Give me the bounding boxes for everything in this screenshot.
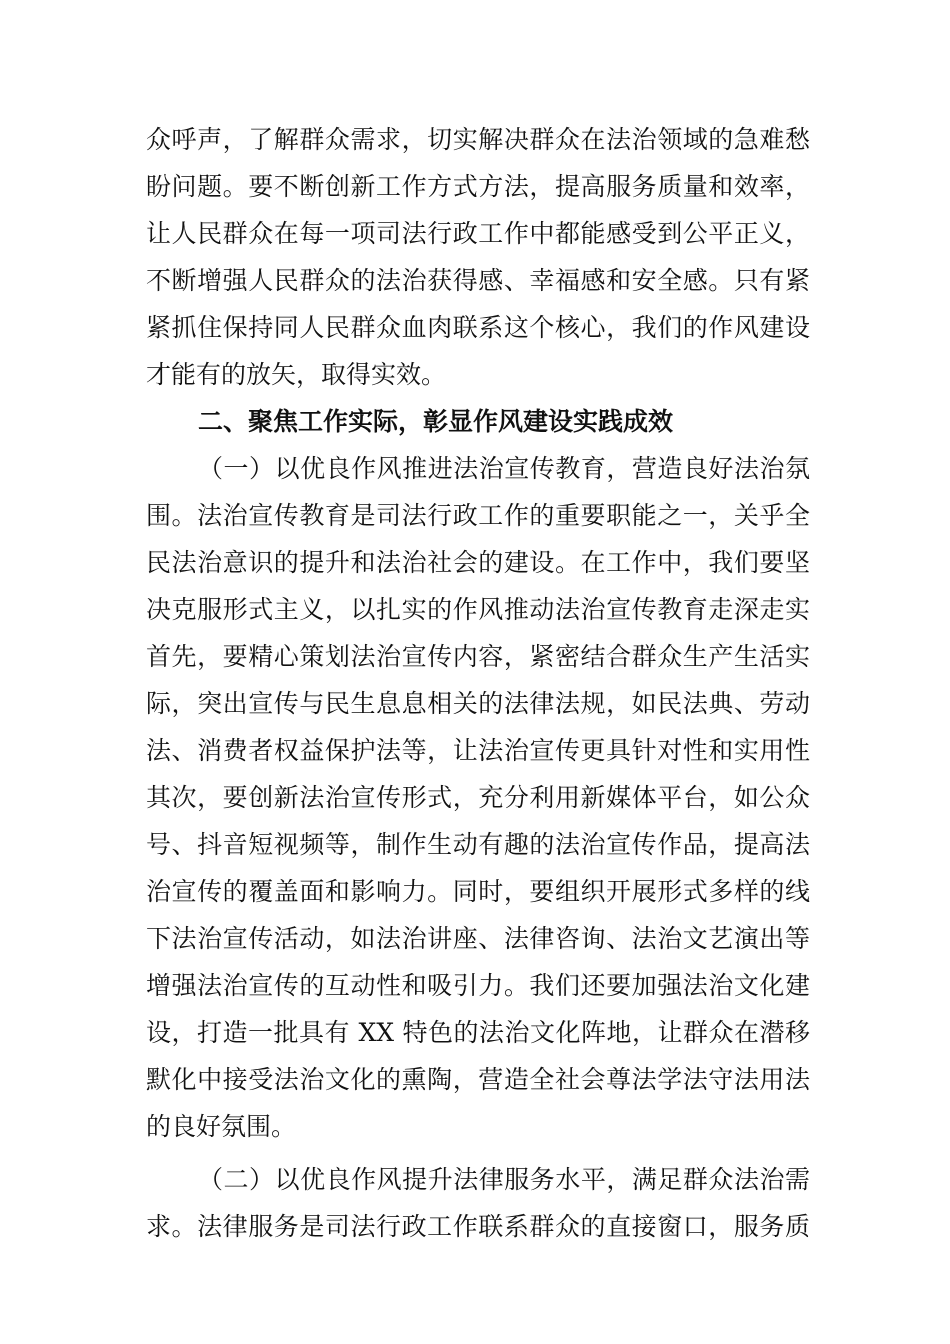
paragraph-line: 不断增强人民群众的法治获得感、幸福感和安全感。只有紧 [146, 266, 810, 295]
paragraph-line: 盼问题。要不断创新工作方式方法，提高服务质量和效率， [146, 172, 810, 201]
paragraph-line: 设，打造一批具有 XX 特色的法治文化阵地，让群众在潜移 [146, 1018, 810, 1047]
paragraph-line: 际，突出宣传与民生息息相关的法律法规，如民法典、劳动 [146, 689, 810, 718]
paragraph-line: （二）以优良作风提升法律服务水平，满足群众法治需 [198, 1165, 810, 1194]
paragraph-line: 的良好氛围。 [146, 1112, 297, 1141]
paragraph-line: 决克服形式主义，以扎实的作风推动法治宣传教育走深走实 [146, 595, 810, 624]
paragraph-line: 治宣传的覆盖面和影响力。同时，要组织开展形式多样的线 [146, 877, 810, 906]
paragraph-line: 紧抓住保持同人民群众血肉联系这个核心，我们的作风建设 [146, 313, 810, 342]
paragraph-line: 求。法律服务是司法行政工作联系群众的直接窗口，服务质 [146, 1212, 810, 1241]
paragraph-line: 其次，要创新法治宣传形式，充分利用新媒体平台，如公众 [146, 783, 810, 812]
paragraph-line: 号、抖音短视频等，制作生动有趣的法治宣传作品，提高法 [146, 830, 810, 859]
paragraph-line: 才能有的放矢，取得实效。 [146, 360, 447, 389]
paragraph-line: 民法治意识的提升和法治社会的建设。在工作中，我们要坚 [146, 548, 810, 577]
paragraph-line: 首先，要精心策划法治宣传内容，紧密结合群众生产生活实 [146, 642, 810, 671]
paragraph-line: 增强法治宣传的互动性和吸引力。我们还要加强法治文化建 [146, 971, 810, 1000]
paragraph-line: 让人民群众在每一项司法行政工作中都能感受到公平正义， [146, 219, 810, 248]
paragraph-line: 围。法治宣传教育是司法行政工作的重要职能之一，关乎全 [146, 501, 810, 530]
paragraph-line: 默化中接受法治文化的熏陶，营造全社会尊法学法守法用法 [146, 1065, 810, 1094]
paragraph-line: 众呼声，了解群众需求，切实解决群众在法治领域的急难愁 [146, 125, 810, 154]
paragraph-line: （一）以优良作风推进法治宣传教育，营造良好法治氛 [198, 454, 810, 483]
section-heading: 二、聚焦工作实际，彰显作风建设实践成效 [198, 407, 674, 436]
paragraph-line: 法、消费者权益保护法等，让法治宣传更具针对性和实用性 [146, 736, 810, 765]
paragraph-line: 下法治宣传活动，如法治讲座、法律咨询、法治文艺演出等 [146, 924, 810, 953]
